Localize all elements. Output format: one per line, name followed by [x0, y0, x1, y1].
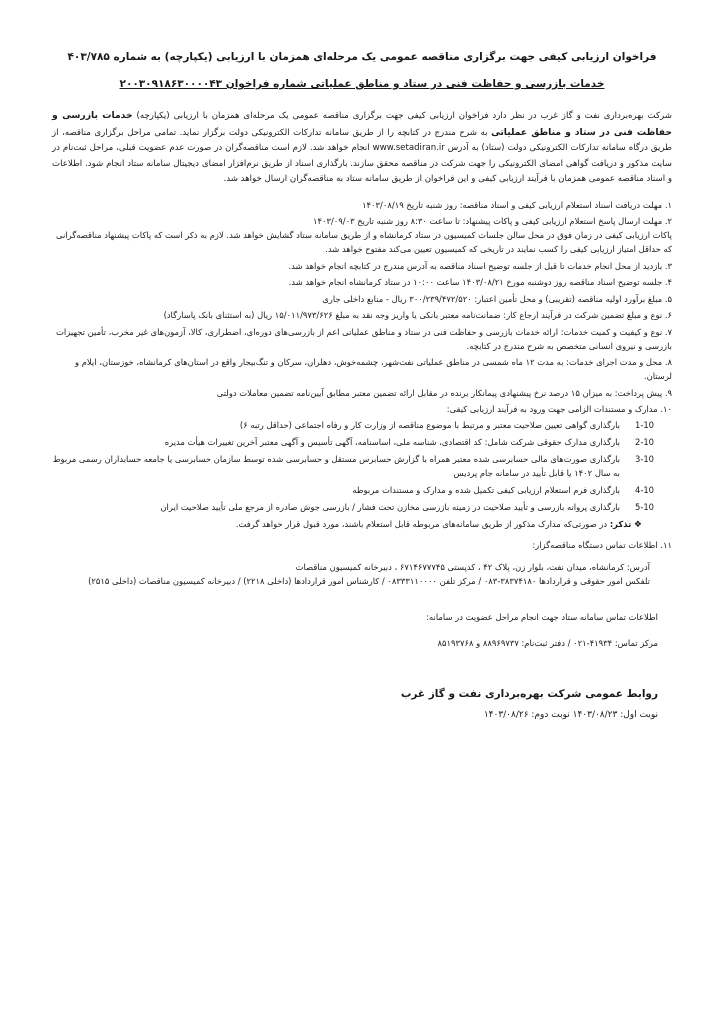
signature-org: روابط عمومی شرکت بهره‌برداری نفت و گاز غرب	[400, 688, 658, 700]
intro-text-1: شرکت بهره‌برداری نفت و گاز غرب در نظر دارد فراخوان ارزیابی کیفی جهت برگزاری مناقصه عمومی یک مرحله‌ای همزمان با ارزیابی (یکپارچه)	[132, 111, 672, 121]
notice-title: فراخوان ارزیابی کیفی جهت برگزاری مناقصه عمومی یک مرحله‌ای همزمان با ارزیابی (یکپارچه) به شماره ۴۰۳/۷۸۵	[67, 51, 657, 63]
list-item: ۹. پیش پرداخت: به میزان ۱۵ درصد نرخ پیشنهادی پیمانکار برنده در مقابل ارائه تضمین معتبر مطابق آیین‌نامه تضمین معاملات دولتی	[216, 387, 672, 398]
sub-list-item: 5-10 بارگذاری پروانه بازرسی و تأیید صلاحیت در زمینه بازرسی مخازن تحت فشار / بازرسی جوش صادره از مرجع ملی تأیید صلاحیت ایران	[160, 502, 654, 512]
list-item: ۱۰. مدارک و مستندات الزامی جهت ورود به فرآیند ارزیابی کیفی: 1-10 بارگذاری گواهی تعیین صلاحیت معتبر و مرتبط با موضوع مناقصه از وزارت کار و رفاه اجتماعی (حداقل رتبه ۶) 2-10 بارگذاری مدارک حقوقی شرکت شامل: کد اقتصادی، شناسه ملی، اساسنامه، آگهی تأسیس و آگهی معتبر آخرین تغییرات هیأت مدیره 3-10 بارگذاری صورت‌های مالی حسابرسی شده معتبر همراه با گزارش حسابرس مستقل و حسابرسی شده توسط سازمان حسابرسی یا جامعه حسابداران رسمی مربوط به سال ۱۴۰۲ یا قابل تأیید در سامانه جام پردیس 4-10 بارگذاری فرم استعلام ارزیابی کیفی تکمیل شده و مدارک و مستندات مربوطه 5-10 بارگذاری پروانه بازرسی و تأیید صلاحیت در زمینه بازرسی مخازن تحت فشار / بازرسی جوش صادره از مرجع ملی تأیید صلاحیت ایران ❖ تذکر: در صورتی‌که مدارک مذکور از طریق سامانه‌های مربوطه قابل استعلام باشند، مورد قبول قرار خواهد گرفت.	[52, 404, 672, 530]
contact-block	[52, 560, 650, 588]
list-item-continuation: پاکات ارزیابی کیفی در زمان فوق در محل سالن جلسات کمیسیون در ستاد کرمانشاه و از طریق سامانه ستاد گشایش خواهد شد. لازم به ذکر است که پاکات پیشنهاد مناقصه‌گرانی که حداقل امتیاز ارزیابی کیفی را کسب نمایند در تاریخی که کمیسیون تعیین می‌کند مفتوح خواهد شد.	[56, 230, 672, 254]
conditions-list	[52, 198, 672, 553]
list-item: ۱. مهلت دریافت اسناد استعلام ارزیابی کیفی و اسناد مناقصه: روز شنبه تاریخ ۱۴۰۳/۰۸/۱۹	[362, 199, 672, 210]
list-item: ۱۱. اطلاعات تماس دستگاه مناقصه‌گزار:	[532, 540, 672, 550]
signature-block	[52, 686, 658, 722]
intro-text-3: انجام خواهد شد. لازم است مناقصه‌گران در صورت عدم عضویت قبلی، مراحل ثبت‌نام در سایت مذکور و دریافت گواهی امضای الکترونیکی را جهت شرکت در مناقصه محقق سازند. بارگذاری اسناد از طریق نرم‌افزار امضای دیجیتال سامانه ستاد انجام شود. اطلاعات و اسناد مناقصه عمومی همزمان با فرآیند ارزیابی کیفی و این فراخوان از طریق سامانه ستاد به مناقصه‌گران ارسال خواهد شد.	[52, 143, 672, 184]
setad-contact-heading: اطلاعات تماس سامانه ستاد جهت انجام مراحل عضویت در سامانه:	[426, 612, 658, 622]
contact-address: آدرس: کرمانشاه، میدان نفت، بلوار زن، پلاک ۴۲ ، کدپستی ۶۷۱۴۶۷۷۷۴۵ ، دبیرخانه کمیسیون مناقصات	[295, 562, 650, 572]
list-item: ۶. نوع و مبلغ تضمین شرکت در فرآیند ارجاع کار: ضمانت‌نامه معتبر بانکی یا واریز وجه نقد به مبلغ ۱۵/۰۱۱/۹۷۳/۶۲۶ ریال (به استثنای بانک پاسارگاد)	[163, 310, 672, 320]
list-item: ۷. نوع و کیفیت و کمیت خدمات: ارائه خدمات بازرسی و حفاظت فنی در ستاد و مناطق عملیاتی اعم از بازرسی‌های دوره‌ای، اضطراری، کالا، آزمون‌های غیر مخرب، تأمین تجهیزات بازرسی و نیروی انسانی متخصص به شرح مندرج در کتابچه.	[56, 326, 672, 351]
note-label: تذکر:	[609, 519, 632, 529]
list-item: ۴. جلسه توضیح اسناد مناقصه روز دوشنبه مورخ ۱۴۰۳/۰۸/۲۱ ساعت ۱۰:۰۰ در ستاد کرمانشاه انجام خواهد شد.	[288, 277, 672, 287]
required-documents-list	[52, 418, 654, 514]
intro-paragraph	[52, 108, 672, 188]
sub-list-item: 1-10 بارگذاری گواهی تعیین صلاحیت معتبر و مرتبط با موضوع مناقصه از وزارت کار و رفاه اجتماعی (حداقل رتبه ۶)	[239, 420, 654, 430]
list-item: ۵. مبلغ برآورد اولیه مناقصه (تقریبی) و محل تأمین اعتبار: ۳۰۰/۲۳۹/۴۷۲/۵۲۰ ریال - منابع داخلی جاری	[322, 293, 672, 304]
note-block	[52, 517, 642, 532]
list-item: ۸. محل و مدت اجرای خدمات: به مدت ۱۲ ماه شمسی در مناطق عملیاتی نفت‌شهر، چشمه‌خوش، دهلران، سرکان و تنگ‌بیجار واقع در استان‌های کرمانشاه، خوزستان، ایلام و لرستان.	[75, 357, 672, 381]
publication-dates: نوبت اول: ۱۴۰۳/۰۸/۲۳ نوبت دوم: ۱۴۰۳/۰۸/۲۶	[483, 710, 658, 720]
sub-list-item: 4-10 بارگذاری فرم استعلام ارزیابی کیفی تکمیل شده و مدارک و مستندات مربوطه	[352, 485, 654, 495]
notice-subtitle: خدمات بازرسی و حفاظت فنی در ستاد و مناطق عملیاتی شماره فراخوان ۲۰۰۳۰۹۱۸۶۳۰۰۰۰۴۳	[119, 78, 605, 90]
contact-phones: تلفکس امور حقوقی و قراردادها ۳۸۳۷۴۱۸۰-۰۸۳ / مرکز تلفن ۰۸۳۳۳۱۱۰۰۰۰ / کارشناس امور قراردادها (داخلی ۲۲۱۸) / دبیرخانه کمیسیون مناقصات (داخلی ۲۵۱۵)	[88, 576, 650, 586]
bullet-star-icon: ❖	[633, 520, 642, 530]
note-text: در صورتی‌که مدارک مذکور از طریق سامانه‌های مربوطه قابل استعلام باشند، مورد قبول قرار خواهد گرفت.	[235, 519, 610, 529]
list-item: ۳. بازدید از محل انجام خدمات تا قبل از جلسه توضیح اسناد مناقصه به آدرس مندرج در کتابچه انجام خواهد شد.	[288, 260, 672, 271]
intro-text-2: به شرح مندرج در کتابچه را از طریق سامانه تدارکات الکترونیکی دولت برگزار نماید. تمامی مراحل برگزاری مناقصه، از طریق درگاه سامانه تدارکات الکترونیکی دولت (ستاد) به آدرس	[52, 127, 672, 153]
setad-contact-line: مرکز تماس: ۴۱۹۳۴-۰۲۱ / دفتر ثبت‌نام: ۸۸۹۶۹۷۳۷ و ۸۵۱۹۳۷۶۸	[437, 638, 658, 648]
sub-list-item: 2-10 بارگذاری مدارک حقوقی شرکت شامل: کد اقتصادی، شناسه ملی، اساسنامه، آگهی تأسیس و آگهی معتبر آخرین تغییرات هیأت مدیره	[164, 437, 654, 447]
setad-contact-block	[52, 610, 658, 650]
intro-bold-service: خدمات بازرسی و حفاظت فنی در ستاد و مناطق عملیاتی	[52, 110, 672, 138]
list-item: ۲. مهلت ارسال پاسخ استعلام ارزیابی کیفی و پاکات پیشنهاد: تا ساعت ۸:۳۰ روز شنبه تاریخ ۱۴۰۳/۰۹/۰۳ پاکات ارزیابی کیفی در زمان فوق در محل سالن جلسات کمیسیون در ستاد کرمانشاه و از طریق سامانه ستاد گشایش خواهد شد. لازم به ذکر است که پاکات پیشنهاد مناقصه‌گرانی که حداقل امتیاز ارزیابی کیفی را کسب نمایند در تاریخی که کمیسیون تعیین می‌کند مفتوح خواهد شد.	[52, 214, 672, 256]
setad-url-link[interactable]: www.setadiran.ir	[372, 143, 445, 153]
sub-list-item: 3-10 بارگذاری صورت‌های مالی حسابرسی شده معتبر همراه با گزارش حسابرس مستقل و حسابرسی شده توسط سازمان حسابرسی یا جامعه حسابداران رسمی مربوط به سال ۱۴۰۲ یا قابل تأیید در سامانه جام پردیس	[52, 454, 654, 478]
